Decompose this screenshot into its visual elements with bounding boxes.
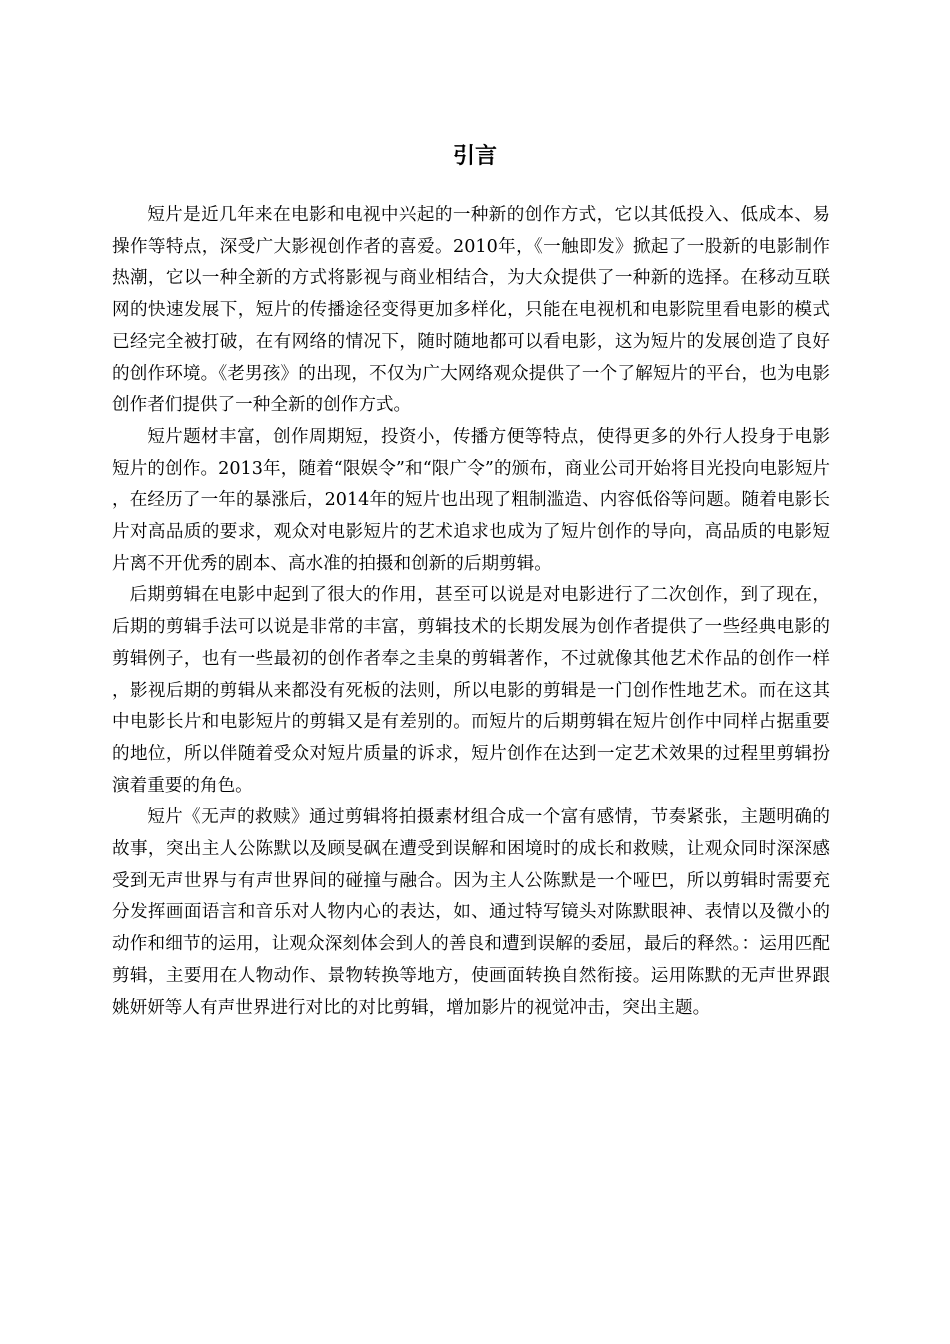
paragraph-post-editing: 后期剪辑在电影中起到了很大的作用，甚至可以说是对电影进行了二次创作，到了现在，后期的剪辑手法可以说是非常的丰富，剪辑技术的长期发展为创作者提供了一些经典电影的剪辑例子，也有一些最初的创作者奉之圭臬的剪辑著作，不过就像其他艺术作品的创作一样，影视后期的剪辑从来都没有死板的法则，所以电影的剪辑是一门创作性地艺术。而在这其中电影长片和电影短片的剪辑又是有差别的。而短片的后期剪辑在短片创作中同样占据重要的地位，所以伴随着受众对短片质量的诉求，短片创作在达到一定艺术效果的过程里剪辑扮演着重要的角色。 (112, 585, 830, 796)
page-title: 引言 (452, 144, 497, 169)
paragraph-intro: 短片是近几年来在电影和电视中兴起的一种新的创作方式，它以其低投入、低成本、易操作等特点，深受广大影视创作者的喜爱。2010年，《一触即发》掀起了一股新的电影制作热潮，它以一种全新的方式将影视与商业相结合，为大众提供了一种新的选择。在移动互联网的快速发展下，短片的传播途径变得更加多样化，只能在电视机和电影院里看电影的模式已经完全被打破，在有网络的情况下，随时随地都可以看电影，这为短片的发展创造了良好的创作环境。《老男孩》的出现，不仅为广大网络观众提供了一个了解短片的平台，也为电影创作者们提供了一种全新的创作方式。 (112, 205, 830, 416)
paragraph-silent-redemption: 短片《无声的救赎》通过剪辑将拍摄素材组合成一个富有感情，节奏紧张，主题明确的故事，突出主人公陈默以及顾旻砜在遭受到误解和困境时的成长和救赎，让观众同时深深感受到无声世界与有声世界间的碰撞与融合。因为主人公陈默是一个哑巴，所以剪辑时需要充分发挥画面语言和音乐对人物内心的表达，如、通过特写镜头对陈默眼神、表情以及微小的动作和细节的运用，让观众深刻体会到人的善良和遭到误解的委屈，最后的释然。：运用匹配剪辑，主要用在人物动作、景物转换等地方，使画面转换自然衔接。运用陈默的无声世界跟姚妍妍等人有声世界进行对比的对比剪辑，增加影片的视觉冲击，突出主题。 (112, 807, 830, 1018)
paragraph-short-film-themes: 短片题材丰富，创作周期短，投资小，传播方便等特点，使得更多的外行人投身于电影短片的创作。2013年，随着“限娱令”和“限广令”的颁布，商业公司开始将目光投向电影短片，在经历了一年的暴涨后，2014年的短片也出现了粗制滥造、内容低俗等问题。随着电影长片对高品质的要求，观众对电影短片的艺术追求也成为了短片创作的导向，高品质的电影短片离不开优秀的剧本、高水准的拍摄和创新的后期剪辑。 (112, 426, 830, 574)
document-body (112, 200, 830, 1024)
